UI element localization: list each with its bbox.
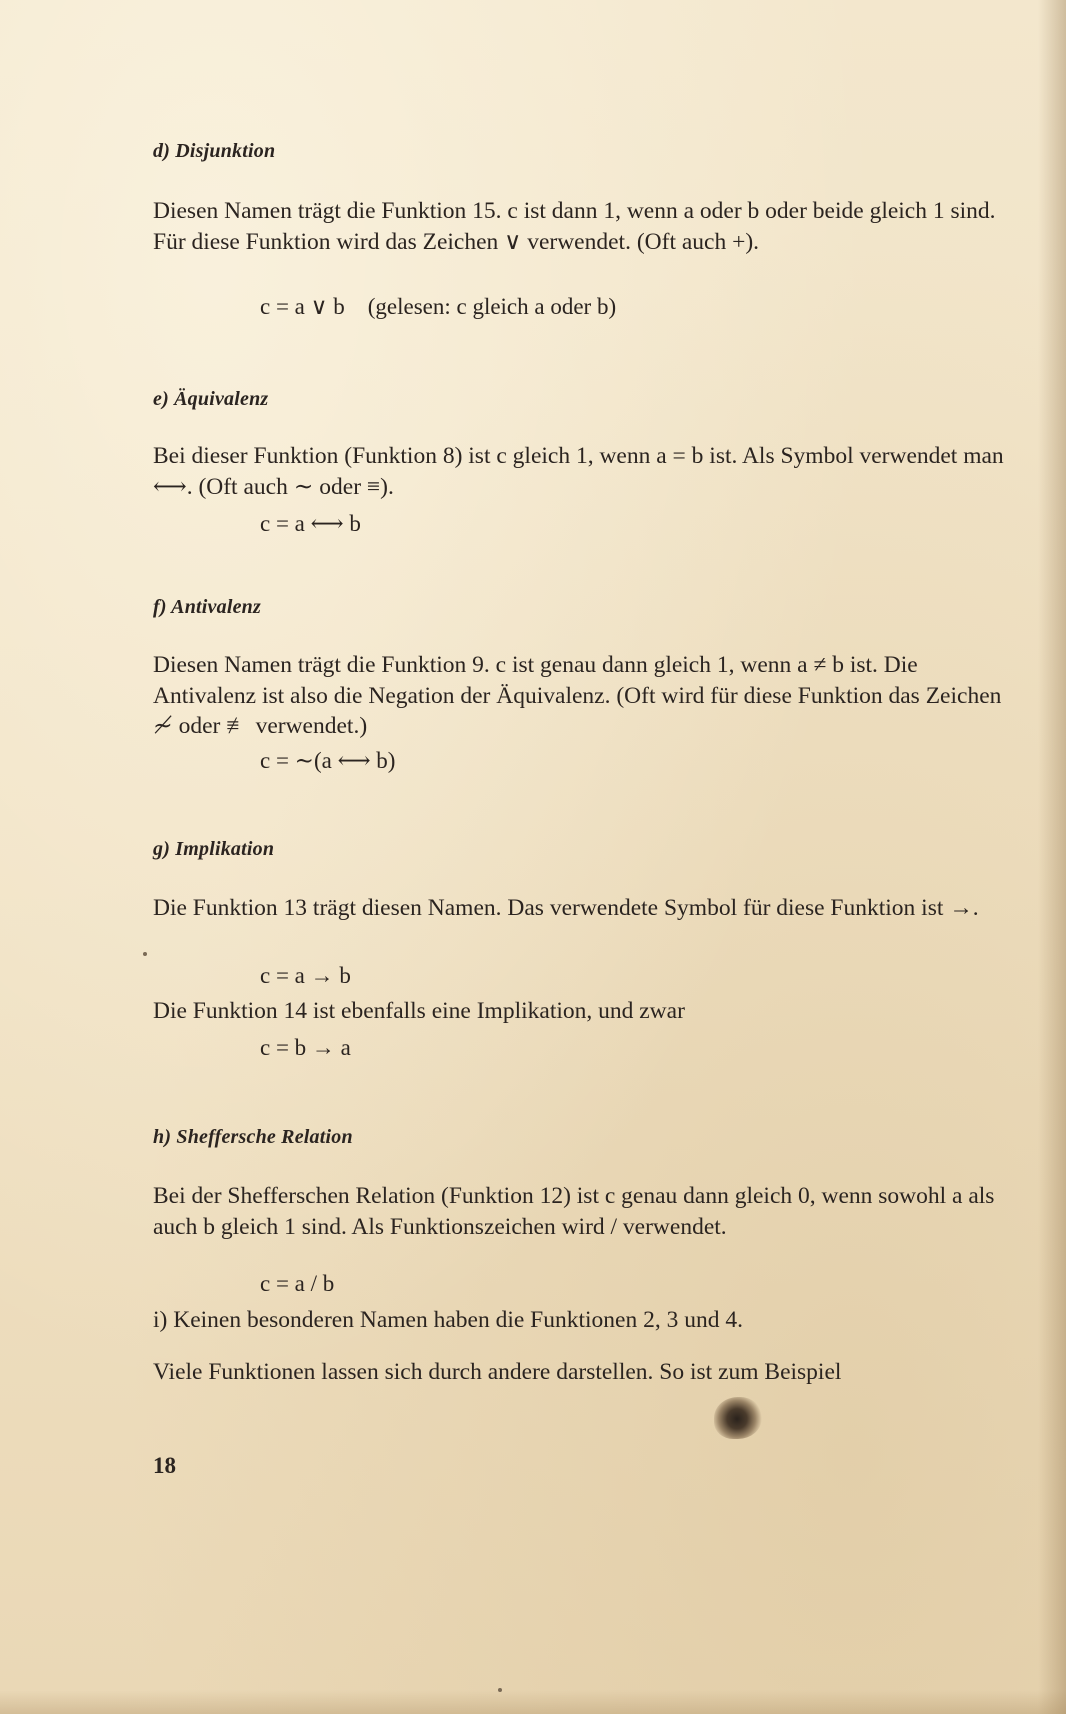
heading-antivalenz: f) Antivalenz [153, 596, 261, 618]
heading-disjunktion: d) Disjunktion [153, 140, 276, 162]
paragraph-i: i) Keinen besonderen Namen haben die Funktionen 2, 3 und 4. [153, 1307, 743, 1333]
page-edge-shadow [1038, 0, 1066, 1714]
heading-aequivalenz: e) Äquivalenz [153, 388, 269, 410]
formula-implikation-2: c = b → a [260, 1035, 351, 1060]
paragraph-closing: Viele Funktionen lassen sich durch andere darstellen. So ist zum Beispiel [153, 1359, 842, 1385]
paper-speck [498, 1688, 502, 1692]
formula-disjunktion: c = a ∨ b (gelesen: c gleich a oder b) [260, 294, 617, 319]
formula-antivalenz: c = ∼(a ⟷ b) [260, 748, 396, 773]
paragraph-implikation-1: Die Funktion 13 trägt diesen Namen. Das verwendete Symbol für diese Funktion ist →. [153, 895, 979, 921]
paragraph-disjunktion: Diesen Namen trägt die Funktion 15. c ist dann 1, wenn a oder b oder beide gleich 1 sind. Für diese Funktion wird das Zeichen ∨ verwendet. (Oft auch +). [153, 198, 996, 255]
paper-speck [143, 952, 147, 956]
formula-implikation-1: c = a → b [260, 963, 351, 988]
page-bottom-tint [0, 1690, 1066, 1714]
paper-hole [714, 1397, 762, 1439]
page-number: 18 [153, 1453, 176, 1478]
formula-aequivalenz: c = a ⟷ b [260, 511, 361, 536]
paragraph-implikation-2: Die Funktion 14 ist ebenfalls eine Implikation, und zwar [153, 998, 685, 1024]
paragraph-sheffersche-relation: Bei der Shefferschen Relation (Funktion 12) ist c genau dann gleich 0, wenn sowohl a als auch b gleich 1 sind. Als Funktionszeichen wird / verwendet. [153, 1183, 995, 1240]
heading-implikation: g) Implikation [153, 838, 275, 860]
heading-sheffersche-relation: h) Sheffersche Relation [153, 1126, 353, 1148]
paragraph-aequivalenz: Bei dieser Funktion (Funktion 8) ist c gleich 1, wenn a = b ist. Als Symbol verwendet man ⟷. (Oft auch ∼ oder ≡). [153, 443, 1004, 500]
paragraph-antivalenz: Diesen Namen trägt die Funktion 9. c ist genau dann gleich 1, wenn a ≠ b ist. Die Antivalenz ist also die Negation der Äquivalenz. (Oft wird für diese Funktion das Zeichen ≁ oder ≢ verwendet.) [153, 652, 1002, 739]
formula-sheffersche-relation: c = a / b [260, 1271, 335, 1296]
